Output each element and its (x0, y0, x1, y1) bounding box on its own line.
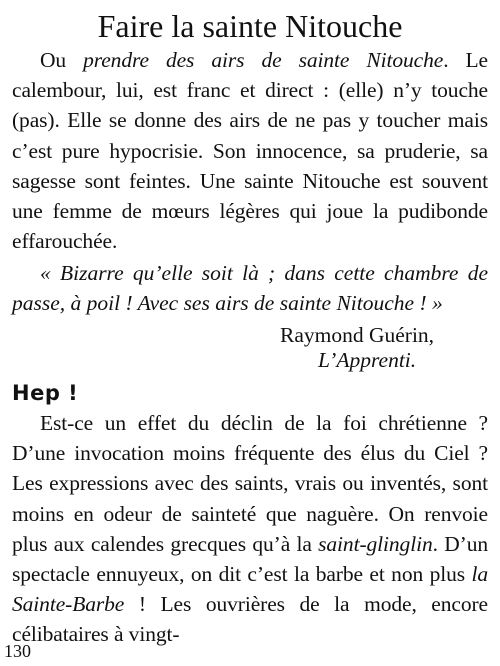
hep-text-3: ! Les ouvrières de la mode, encore célibataires à vingt- (12, 592, 488, 647)
intro-lead-italic: prendre des airs de sainte Nitouche (83, 48, 444, 72)
paragraph-hep (12, 408, 488, 650)
citation-quote: « Bizarre qu’elle soit là ; dans cette chambre de passe, à poil ! Avec ses airs de sainte Nitouche ! » (12, 261, 488, 315)
intro-body: . Le calembour, lui, est franc et direct : (elle) n’y touche (pas). Elle se donne des airs de ne pas y toucher mais c’est pure hypocrisie. Son innocence, sa pruderie, sa sagesse sont feintes. Une sainte Nitouche est souvent une femme de mœurs légères qui joue la pudibonde effarouchée. (12, 48, 488, 254)
hep-italic-2: la Sainte-Barbe (12, 562, 488, 617)
section-heading: Hep ! (12, 381, 79, 405)
paragraph-intro (12, 45, 488, 256)
citation-author: Raymond Guérin, (280, 323, 435, 347)
citation-work: L’Apprenti. (318, 348, 417, 372)
hep-text-1: Est-ce un effet du déclin de la foi chrétienne ? D’une invocation moins fréquente des élus du Ciel ? Les expressions avec des saints, vrais ou inventés, sont moins en odeur de sainteté que naguère. On renvoie plus aux calendes grecques qu’à la (12, 411, 488, 556)
hep-italic-1: saint-glinglin (318, 531, 433, 556)
hep-text-2: . D’un spectacle ennuyeux, on dit c’est la barbe et non plus (12, 531, 488, 587)
page-number: 130 (4, 641, 31, 661)
intro-lead: Ou (40, 48, 84, 72)
page-title: Faire la sainte Nitouche (97, 8, 403, 44)
